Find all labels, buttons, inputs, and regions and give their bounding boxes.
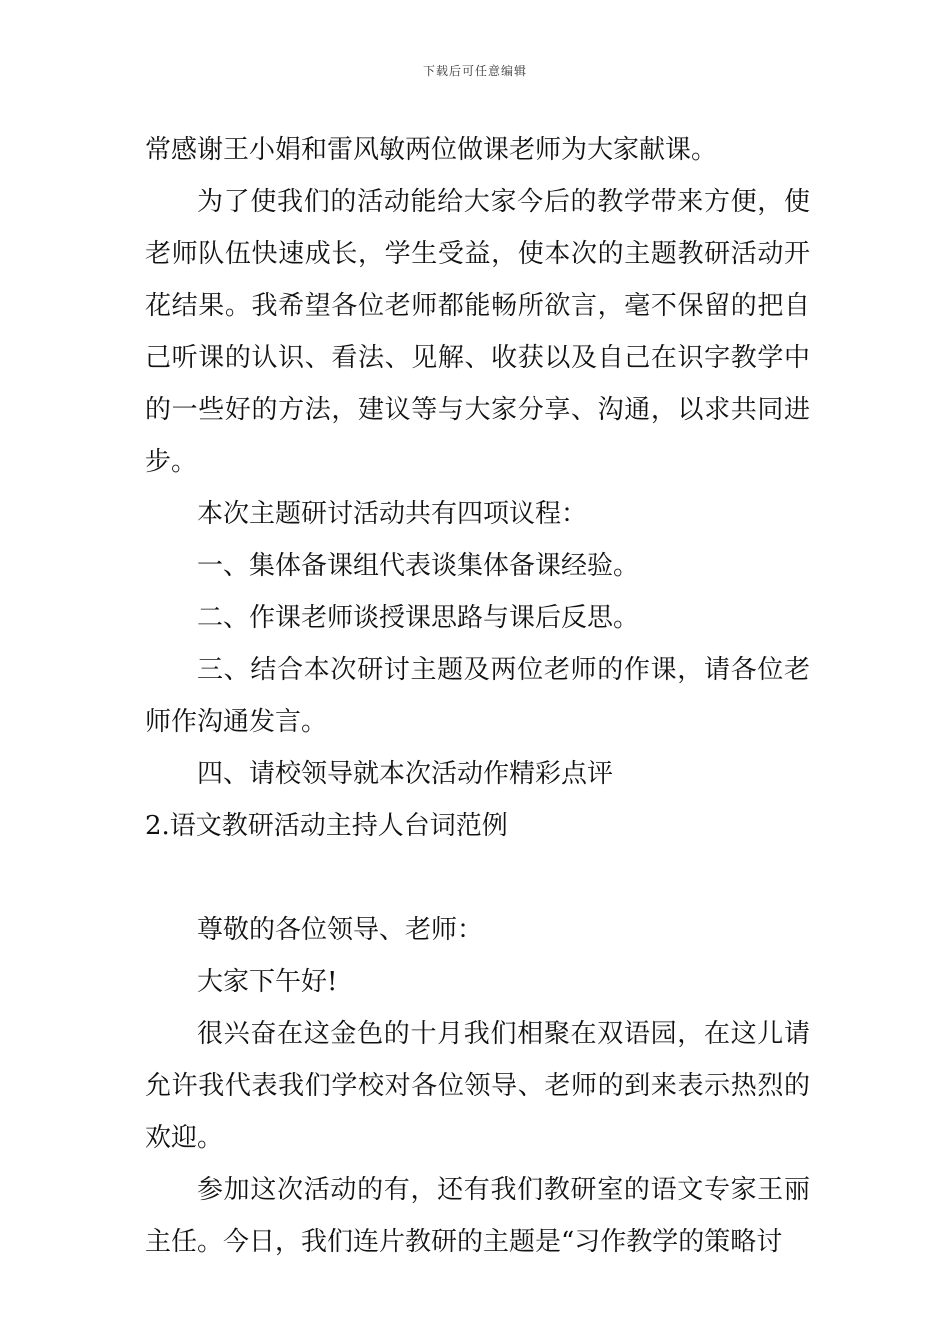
paragraph-3: 本次主题研讨活动共有四项议程： (197, 499, 588, 529)
greeting: 尊敬的各位领导、老师： (197, 915, 484, 945)
agenda-item-1: 一、集体备课组代表谈集体备课经验。 (197, 551, 640, 581)
paragraph-welcome: 很兴奋在这金色的十月我们相聚在双语园，在这儿请允许我代表我们学校对各位领导、老师的到来表示热烈的欢迎。 (145, 1019, 810, 1153)
page-header-note: 下载后可任意编辑 (422, 64, 527, 78)
blank-line (145, 852, 810, 904)
salutation: 大家下午好! (197, 967, 338, 997)
document-body (145, 124, 810, 1268)
agenda-item-2: 二、作课老师谈授课思路与课后反思。 (197, 603, 640, 633)
agenda-item-3: 三、结合本次研讨主题及两位老师的作课，请各位老师作沟通发言。 (145, 655, 810, 737)
paragraph-1: 常感谢王小娟和雷风敏两位做课老师为大家献课。 (145, 135, 718, 165)
paragraph-2: 为了使我们的活动能给大家今后的教学带来方便，使老师队伍快速成长，学生受益，使本次的主题教研活动开花结果。我希望各位老师都能畅所欲言，毫不保留的把自己听课的认识、看法、见解、收获以及自己在识字教学中的一些好的方法，建议等与大家分享、沟通，以求共同进步。 (145, 187, 810, 477)
paragraph-participants: 参加这次活动的有，还有我们教研室的语文专家王丽主任。今日，我们连片教研的主题是“习作教学的策略讨 (145, 1175, 810, 1257)
section-title: 2.语文教研活动主持人台词范例 (145, 811, 508, 841)
agenda-item-4: 四、请校领导就本次活动作精彩点评 (197, 759, 614, 789)
